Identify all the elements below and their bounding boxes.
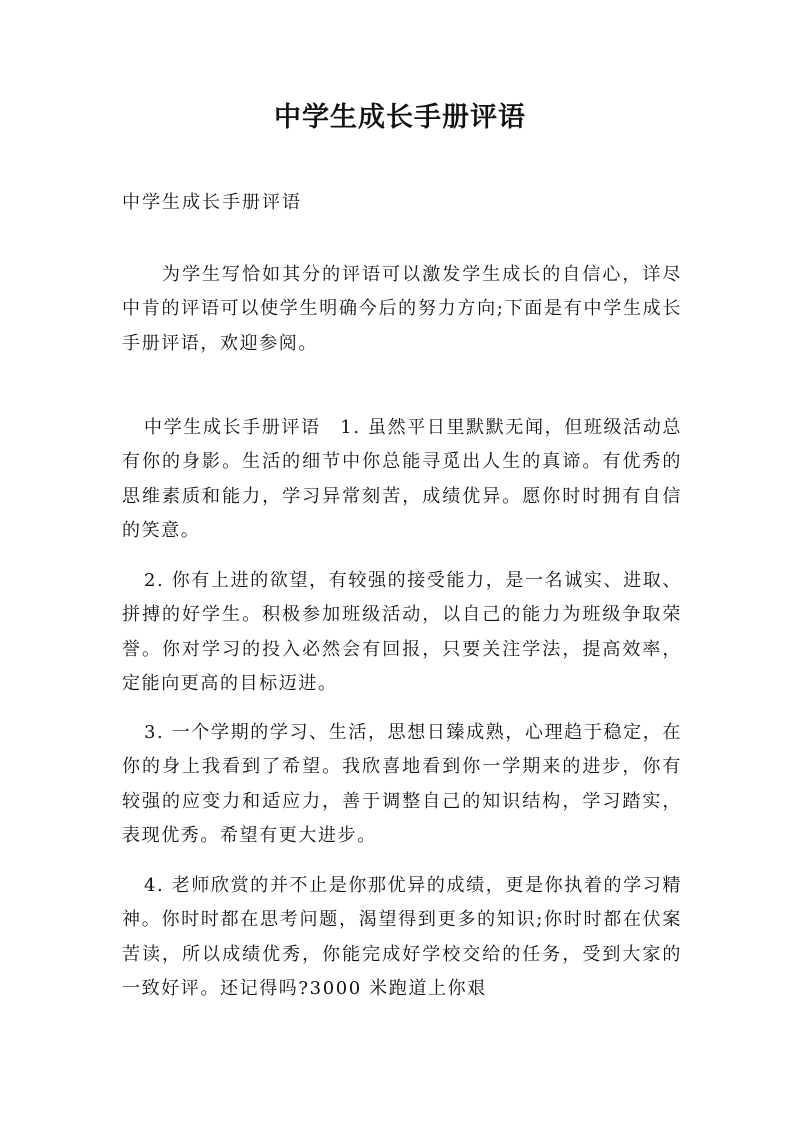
intro-paragraph: 为学生写恰如其分的评语可以激发学生成长的自信心，详尽中肯的评语可以使学生明确今后的努力方向;下面是有中学生成长手册评语，欢迎参阅。 — [122, 264, 682, 354]
document-subtitle: 中学生成长手册评语 — [122, 192, 302, 213]
document-title: 中学生成长手册评语 — [274, 102, 526, 133]
comment-paragraph-3: 3. 一个学期的学习、生活，思想日臻成熟，心理趋于稳定，在你的身上我看到了希望。我欣喜地看到你一学期来的进步，你有较强的应变力和适应力，善于调整自己的知识结构，学习踏实，表现优秀。希望有更大进步。 — [122, 722, 682, 846]
comment-paragraph-4: 4. 老师欣赏的并不止是你那优异的成绩，更是你执着的学习精神。你时时都在思考问题，渴望得到更多的知识;你时时都在伏案苦读，所以成绩优秀，你能完成好学校交给的任务，受到大家的一致好评。还记得吗?3000 米跑道上你艰 — [122, 875, 682, 999]
comment-paragraph-1: 中学生成长手册评语 1. 虽然平日里默默无闻，但班级活动总有你的身影。生活的细节中你总能寻觅出人生的真谛。有优秀的思维素质和能力，学习异常刻苦，成绩优异。愿你时时拥有自信的笑意。 — [122, 417, 682, 541]
comment-paragraph-2: 2. 你有上进的欲望，有较强的接受能力，是一名诚实、进取、拼搏的好学生。积极参加班级活动，以自己的能力为班级争取荣誉。你对学习的投入必然会有回报，只要关注学法，提高效率，定能向更高的目标迈进。 — [122, 570, 682, 694]
